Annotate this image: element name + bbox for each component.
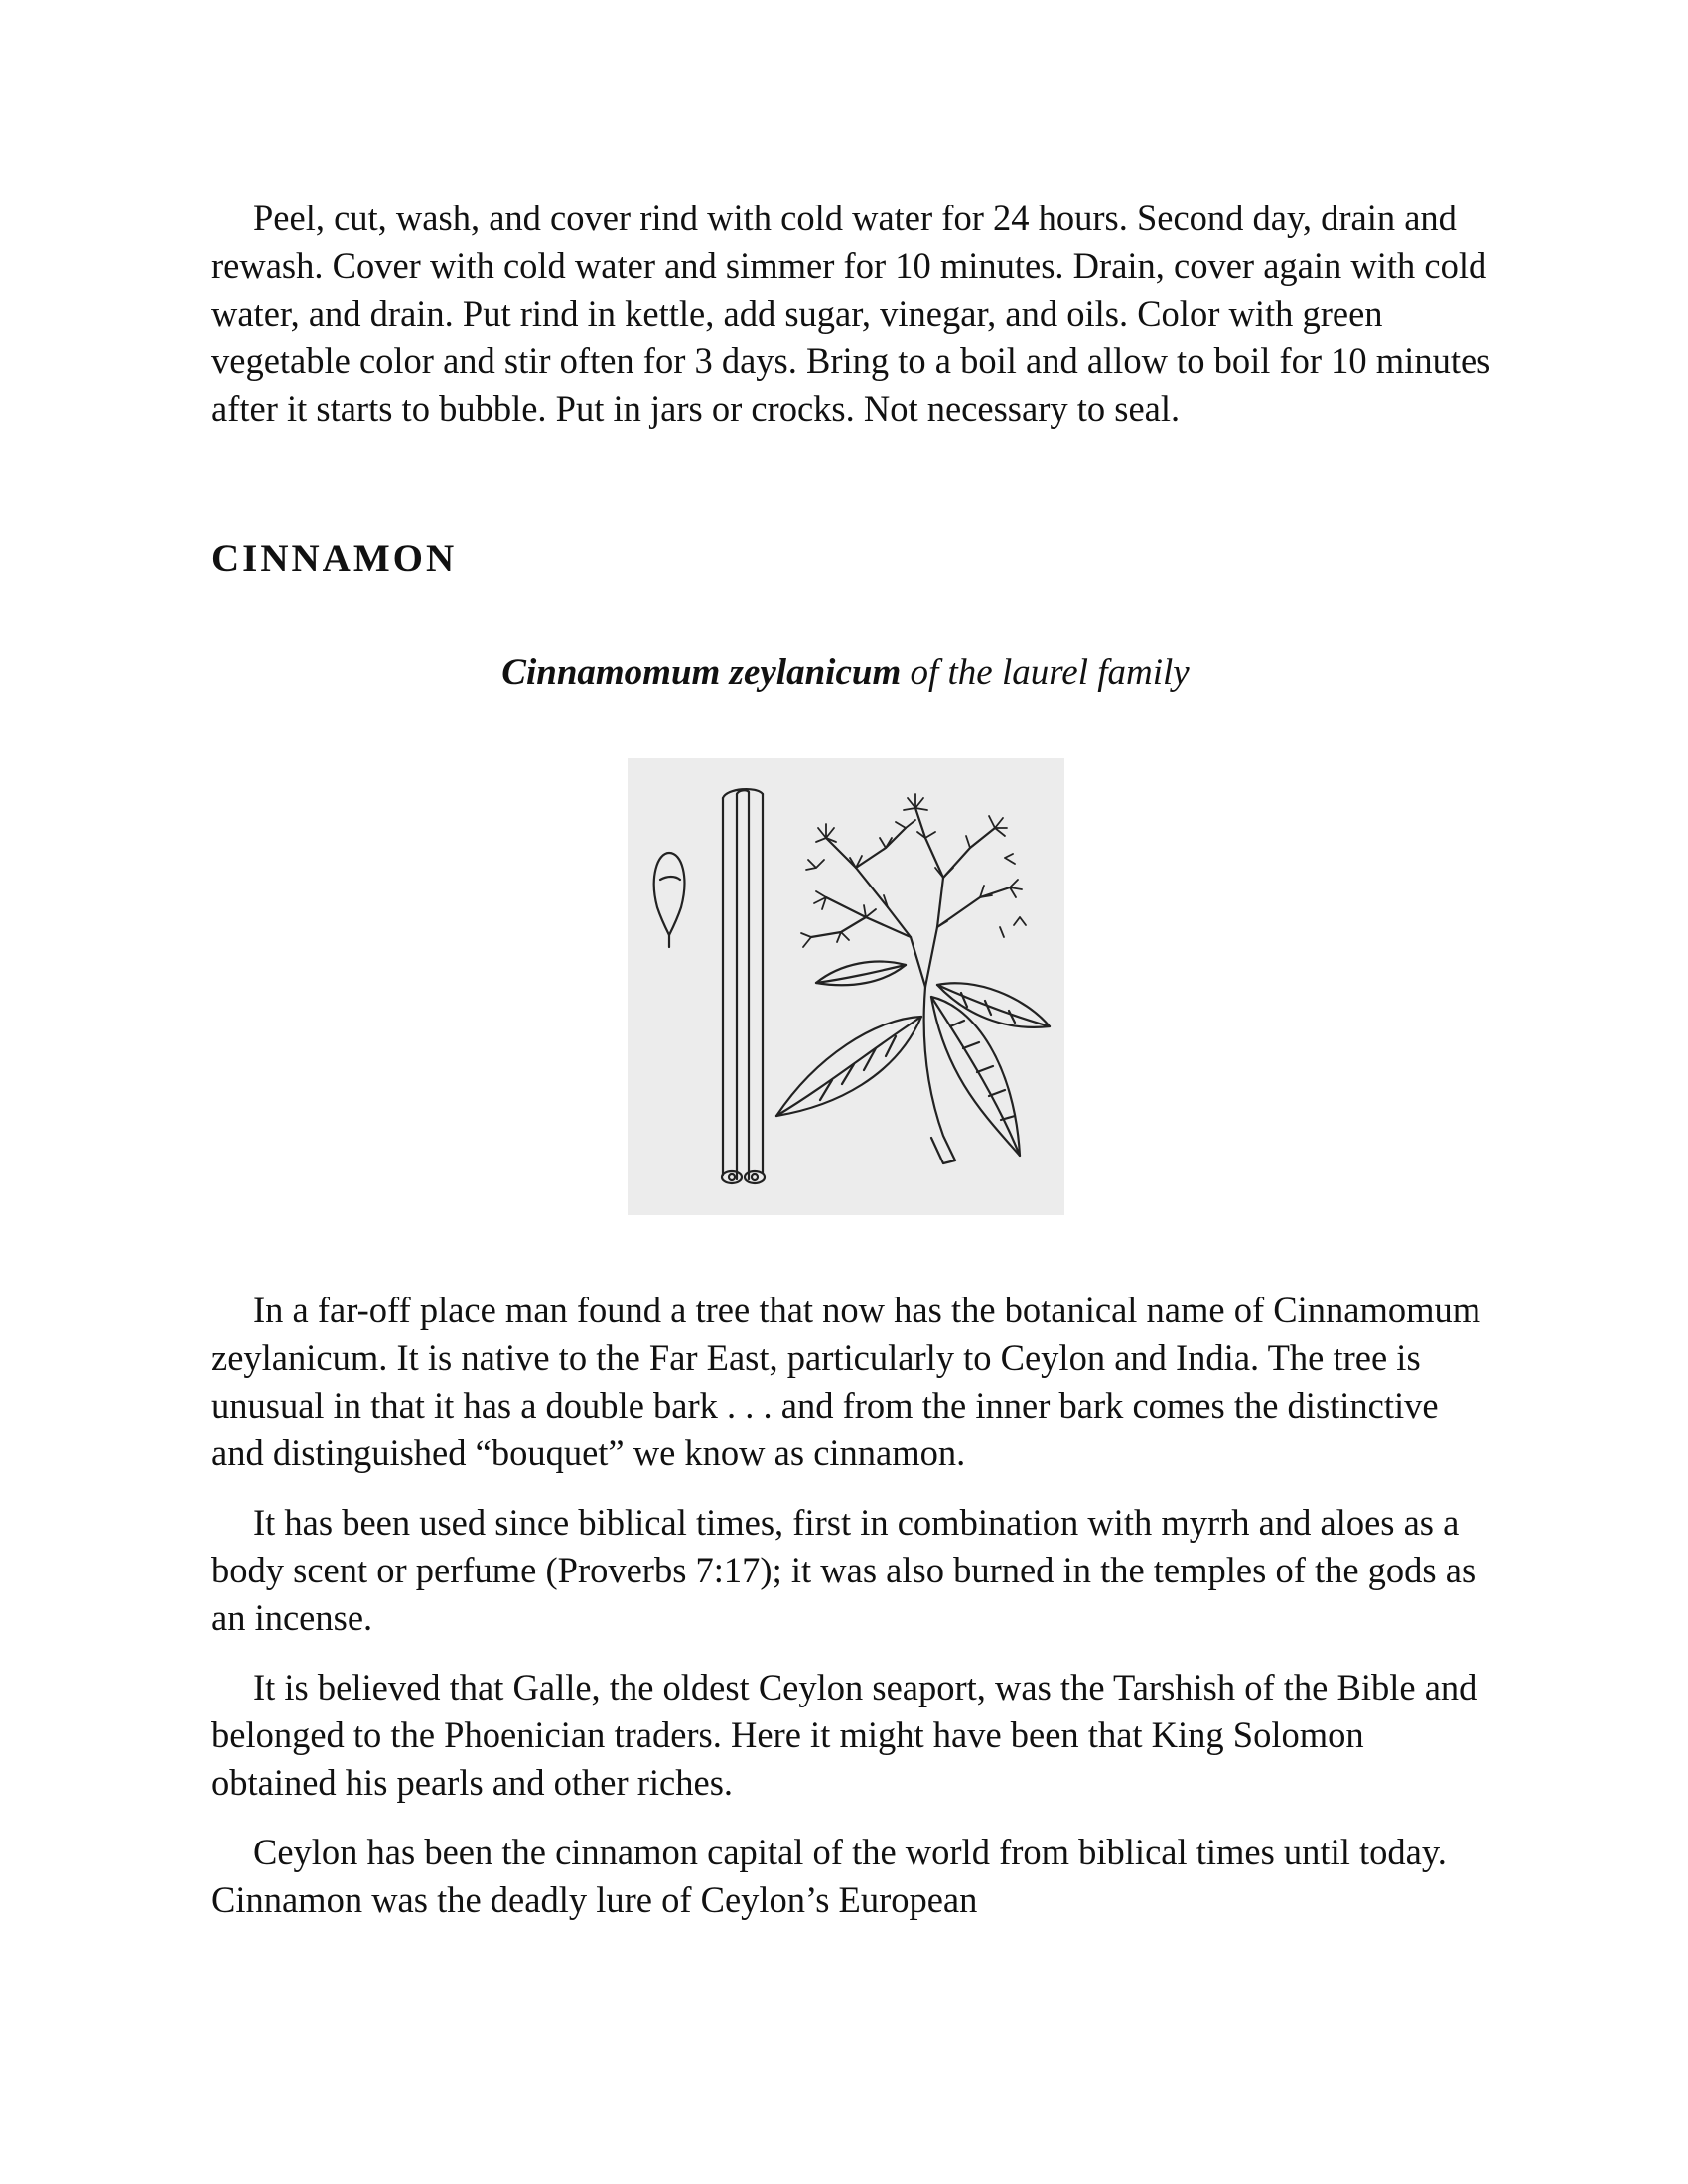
family-text: of the laurel family <box>901 652 1190 693</box>
paragraph-galle: It is believed that Galle, the oldest Ceylon seaport, was the Tarshish of the Bible and belonged to the Phoenician traders. Here it might have been that King Solomon obtained his pearls and other riches. <box>211 1667 1477 1803</box>
paragraph-origin: In a far-off place man found a tree that now has the botanical name of Cinnamomum zeylanicum. It is native to the Far East, particularly to Ceylon and India. The tree is unusual in that it has a double bark . . . and from the inner bark comes the distinctive and distinguished “bouquet” we know as cinnamon. <box>211 1290 1481 1473</box>
cinnamon-plant-illustration-icon <box>628 758 1064 1215</box>
paragraph-ceylon: Ceylon has been the cinnamon capital of the world from biblical times until today. Cinnamon was the deadly lure of Ceylon’s European <box>211 1832 1447 1920</box>
body-text <box>211 1287 1492 1924</box>
section-heading: CINNAMON <box>211 537 458 580</box>
botanical-name: Cinnamomum zeylanicum <box>501 652 902 693</box>
botanical-subtitle <box>211 651 1479 694</box>
recipe-paragraph: Peel, cut, wash, and cover rind with cold water for 24 hours. Second day, drain and rewash. Cover with cold water and simmer for 10 minutes. Drain, cover again with cold water, and drain. Put rind in kettle, add sugar, vinegar, and oils. Color with green vegetable color and stir often for 3 days. Bring to a boil and allow to boil for 10 minutes after it starts to bubble. Put in jars or crocks. Not necessary to seal. <box>211 198 1491 429</box>
cinnamon-illustration <box>628 758 1064 1215</box>
paragraph-biblical: It has been used since biblical times, first in combination with myrrh and aloes as a body scent or perfume (Proverbs 7:17); it was also burned in the temples of the gods as an incense. <box>211 1502 1477 1638</box>
